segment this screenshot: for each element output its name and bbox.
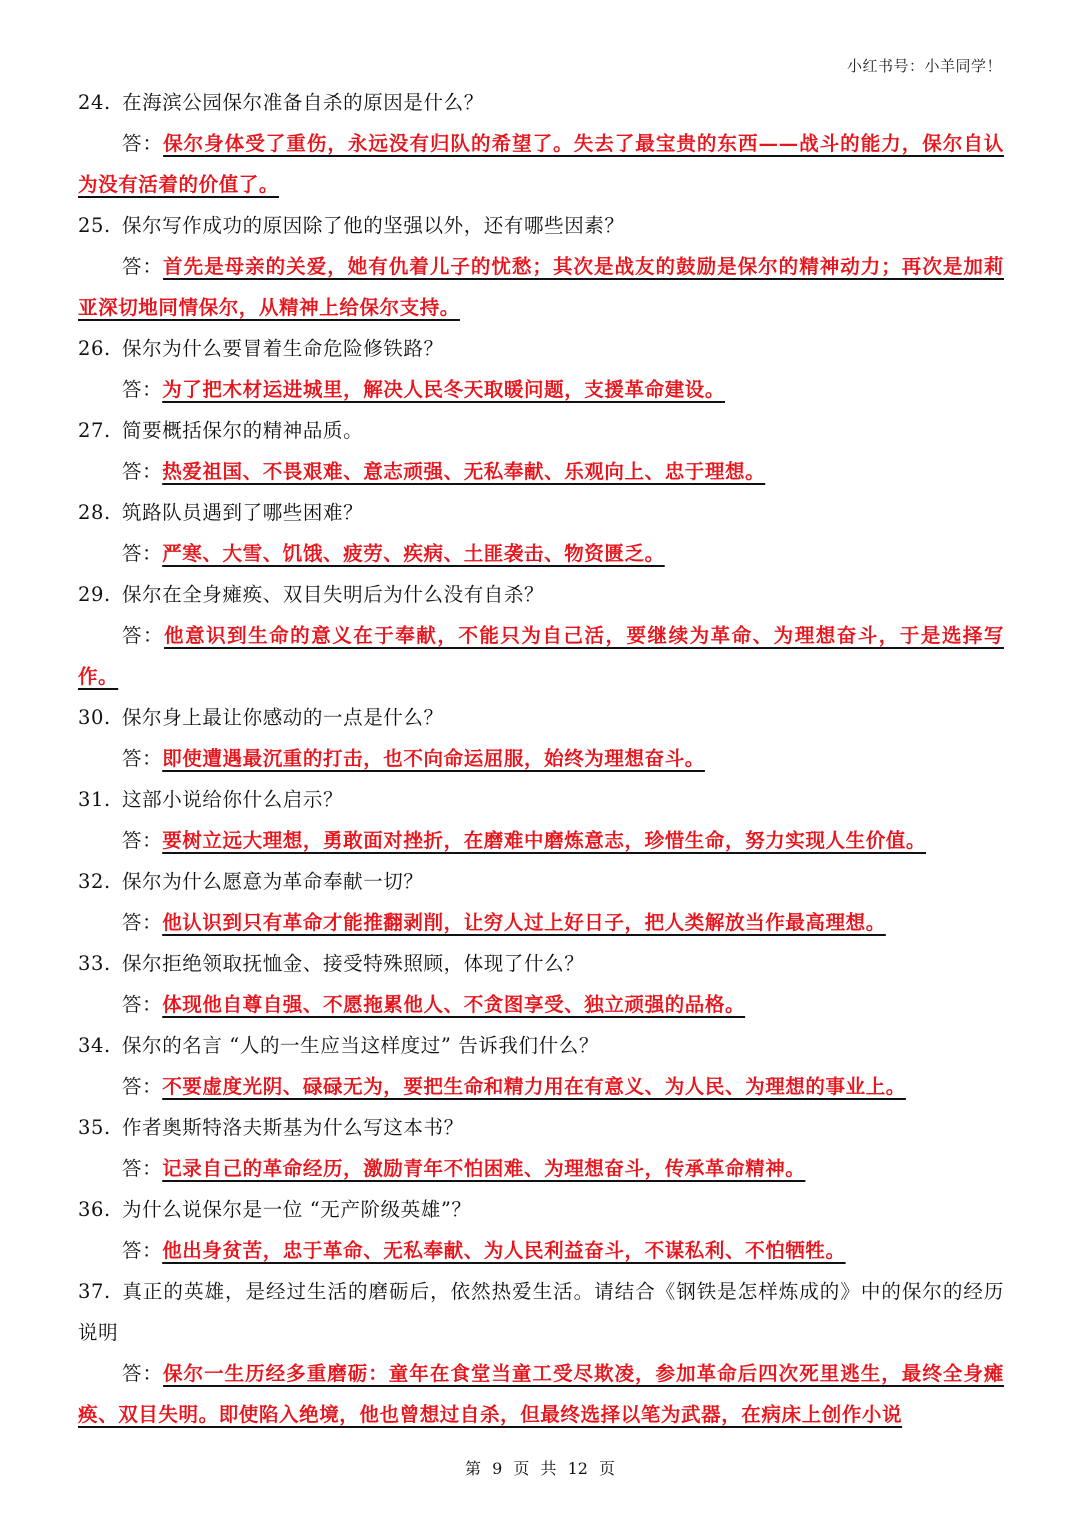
answer <box>78 902 1004 943</box>
question-number: 37. <box>78 1280 111 1303</box>
question <box>78 861 1004 902</box>
qa-item <box>78 697 1004 779</box>
answer <box>78 533 1004 574</box>
answer <box>78 369 1004 410</box>
answer <box>78 1148 1004 1189</box>
question <box>78 574 1004 615</box>
answer <box>78 246 1004 328</box>
question <box>78 1271 1004 1353</box>
qa-item <box>78 1025 1004 1107</box>
answer-text: 记录自己的革命经历，激励青年不怕困难、为理想奋斗，传承革命精神。 <box>162 1157 806 1180</box>
question-text: 保尔在全身瘫痪、双目失明后为什么没有自杀？ <box>122 583 545 606</box>
question <box>78 328 1004 369</box>
question-text: 保尔拒绝领取抚恤金、接受特殊照顾，体现了什么？ <box>122 952 585 975</box>
answer-label: 答： <box>122 911 163 934</box>
question-text: 作者奥斯特洛夫斯基为什么写这本书？ <box>122 1116 464 1139</box>
question-text: 保尔的名言 “人的一生应当这样度过” 告诉我们什么？ <box>122 1034 599 1057</box>
answer-text: 热爱祖国、不畏艰难、意志顽强、无私奉献、乐观向上、忠于理想。 <box>162 460 766 483</box>
question-number: 32. <box>78 870 111 893</box>
answer-text: 他出身贫苦，忠于革命、无私奉献、为人民利益奋斗，不谋私利、不怕牺牲。 <box>162 1239 846 1262</box>
qa-item <box>78 861 1004 943</box>
question-text: 保尔为什么要冒着生命危险修铁路？ <box>122 337 444 360</box>
answer <box>78 615 1004 697</box>
qa-item <box>78 1189 1004 1271</box>
question <box>78 943 1004 984</box>
page-total: 12 <box>567 1459 588 1478</box>
question-number: 31. <box>78 788 111 811</box>
qa-item <box>78 1107 1004 1189</box>
answer-label: 答： <box>122 1075 163 1098</box>
answer <box>78 1066 1004 1107</box>
footer-page-word: 页 <box>513 1459 530 1478</box>
answer-label: 答： <box>122 542 163 565</box>
answer <box>78 738 1004 779</box>
qa-item <box>78 1271 1004 1435</box>
answer-text: 严寒、大雪、饥饿、疲劳、疾病、土匪袭击、物资匮乏。 <box>162 542 665 565</box>
answer-text: 为了把木材运进城里，解决人民冬天取暖问题，支援革命建设。 <box>162 378 726 401</box>
question-number: 30. <box>78 706 111 729</box>
question-text: 这部小说给你什么启示？ <box>122 788 344 811</box>
question-number: 36. <box>78 1198 111 1221</box>
question-number: 33. <box>78 952 111 975</box>
question <box>78 1189 1004 1230</box>
question <box>78 779 1004 820</box>
question-number: 27. <box>78 419 111 442</box>
answer <box>78 123 1004 205</box>
answer-text: 保尔一生历经多重磨砺：童年在食堂当童工受尽欺凌，参加革命后四次死里逃生，最终全身瘫痪、双目失明。即使陷入绝境，他也曾想过自杀，但最终选择以笔为武器，在病床上创作小说 <box>78 1362 1004 1426</box>
footer-suffix: 页 <box>599 1459 616 1478</box>
answer-text: 体现他自尊自强、不愿拖累他人、不贪图享受、独立顽强的品格。 <box>162 993 746 1016</box>
question-text: 在海滨公园保尔准备自杀的原因是什么？ <box>122 91 484 114</box>
answer-text: 要树立远大理想，勇敢面对挫折，在磨难中磨炼意志，珍惜生命，努力实现人生价值。 <box>162 829 927 852</box>
question-text: 为什么说保尔是一位 “无产阶级英雄”？ <box>122 1198 472 1221</box>
qa-item <box>78 943 1004 1025</box>
footer-prefix: 第 <box>464 1459 481 1478</box>
answer-label: 答： <box>122 829 163 852</box>
qa-item <box>78 779 1004 861</box>
question <box>78 697 1004 738</box>
qa-list <box>78 82 1004 1435</box>
question-number: 34. <box>78 1034 111 1057</box>
answer-label: 答： <box>122 747 163 770</box>
answer-label: 答： <box>122 255 164 278</box>
answer-text: 他认识到只有革命才能推翻剥削，让穷人过上好日子，把人类解放当作最高理想。 <box>162 911 886 934</box>
answer-label: 答： <box>122 624 165 647</box>
question <box>78 410 1004 451</box>
answer-text: 保尔身体受了重伤，永远没有归队的希望了。失去了最宝贵的东西——战斗的能力，保尔自认为没有活着的价值了。 <box>78 132 1005 196</box>
answer <box>78 1353 1004 1435</box>
question-text: 保尔身上最让你感动的一点是什么？ <box>122 706 444 729</box>
answer <box>78 984 1004 1025</box>
page-number: 9 <box>492 1459 503 1478</box>
question <box>78 1025 1004 1066</box>
qa-item <box>78 328 1004 410</box>
question-text: 简要概括保尔的精神品质。 <box>122 419 364 442</box>
question <box>78 1107 1004 1148</box>
qa-item <box>78 492 1004 574</box>
question-text: 筑路队员遇到了哪些困难？ <box>122 501 364 524</box>
question-number: 29. <box>78 583 111 606</box>
question-number: 35. <box>78 1116 111 1139</box>
question <box>78 205 1004 246</box>
watermark: 小红书号：小羊同学！ <box>846 57 1002 75</box>
answer-label: 答： <box>122 132 164 155</box>
answer-label: 答： <box>122 1157 163 1180</box>
answer-text: 他意识到生命的意义在于奉献，不能只为自己活，要继续为革命、为理想奋斗，于是选择写作。 <box>78 624 1004 688</box>
answer-text: 首先是母亲的关爱，她有仇着儿子的忧愁；其次是战友的鼓励是保尔的精神动力；再次是加莉亚深切地同情保尔，从精神上给保尔支持。 <box>78 255 1004 319</box>
answer-label: 答： <box>122 378 163 401</box>
qa-item <box>78 205 1004 328</box>
question-text: 保尔为什么愿意为革命奉献一切？ <box>122 870 424 893</box>
answer-label: 答： <box>122 1362 164 1385</box>
question-number: 26. <box>78 337 111 360</box>
answer <box>78 451 1004 492</box>
answer <box>78 820 1004 861</box>
qa-item <box>78 82 1004 205</box>
footer-total-word: 共 <box>540 1459 557 1478</box>
question-number: 28. <box>78 501 111 524</box>
answer-label: 答： <box>122 993 163 1016</box>
answer <box>78 1230 1004 1271</box>
question-text: 真正的英雄，是经过生活的磨砺后，依然热爱生活。请结合《钢铁是怎样炼成的》中的保尔的经历说明 <box>78 1280 1004 1344</box>
question-text: 保尔写作成功的原因除了他的坚强以外，还有哪些因素？ <box>122 214 625 237</box>
qa-item <box>78 574 1004 697</box>
answer-text: 不要虚度光阴、碌碌无为，要把生命和精力用在有意义、为人民、为理想的事业上。 <box>162 1075 906 1098</box>
qa-item <box>78 410 1004 492</box>
answer-label: 答： <box>122 1239 163 1262</box>
question-number: 25. <box>78 214 111 237</box>
question <box>78 82 1004 123</box>
question <box>78 492 1004 533</box>
answer-text: 即使遭遇最沉重的打击，也不向命运屈服，始终为理想奋斗。 <box>162 747 705 770</box>
question-number: 24. <box>78 91 111 114</box>
answer-label: 答： <box>122 460 163 483</box>
page-footer <box>0 1456 1080 1479</box>
